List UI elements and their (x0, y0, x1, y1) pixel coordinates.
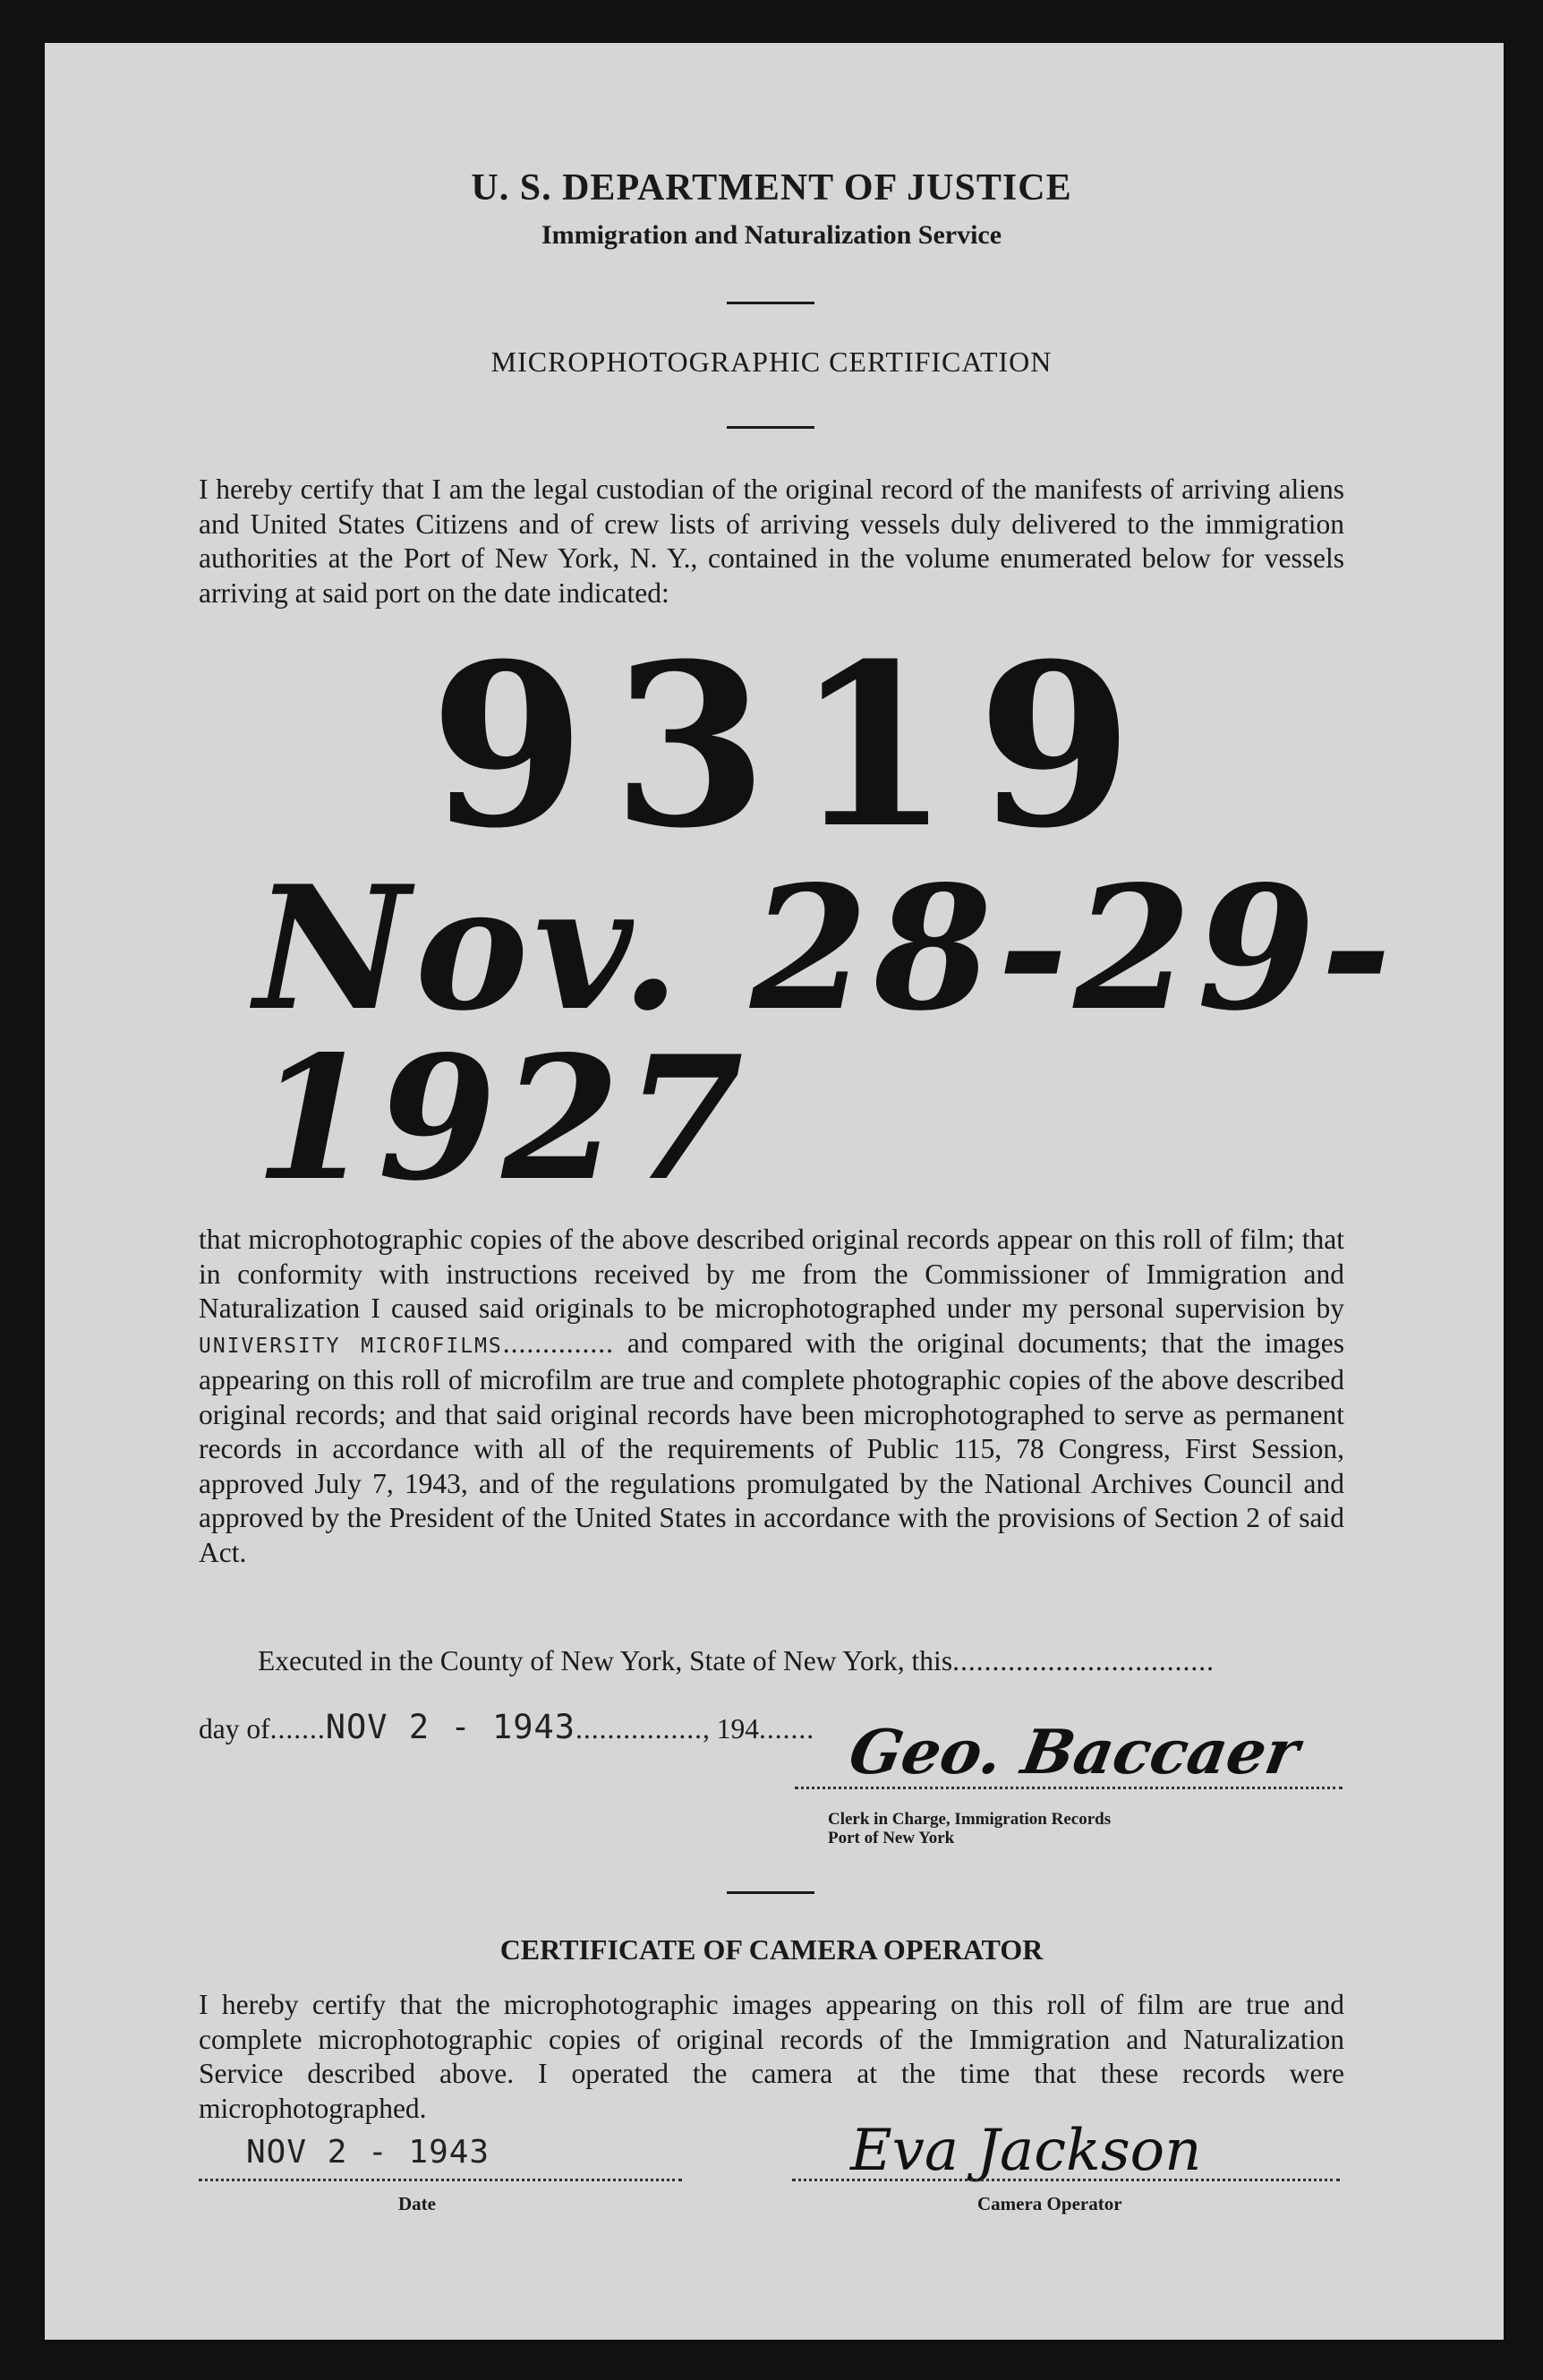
day-of-line: day of.......NOV 2 - 1943................, 194....... (199, 1708, 815, 1746)
certification-intro: I hereby certify that I am the legal custodian of the original record of the manifests of arriving aliens and United States Citizens and of crew lists of arriving vessels duly delivered to the immigration authorities at the Port of New York, N. Y., contained in the volume enumerated below for vessels arriving at said port on the date indicated: (199, 473, 1344, 609)
divider (727, 426, 814, 429)
filmed-by-typed: UNIVERSITY MICROFILMS (199, 1334, 503, 1358)
certification-body: that microphotographic copies of the above described original records appear on this roll of film; that in conformity with instructions received by me from the Commissioner of Immigration and Naturalization I caused said originals to be microphotographed under my personal supervision by UNIVERSITY MICROFILMS.............. and compared with the original documents; that the images appearing on this roll of microfilm are true and complete photographic copies of the above described original records; and that said original records have been microphotographed to serve as permanent records in accordance with all of the requirements of Public 115, 78 Congress, First Session, approved July 7, 1943, and of the regulations promulgated by the National Archives Council and approved by the President of the United States in accordance with the provisions of Section 2 of said Act. (199, 1224, 1345, 1568)
camera-operator-text: I hereby certify that the microphotographic images appearing on this roll of film are true and complete microphotographic copies of original records of the Immigration and Naturalization Service described above. I operated the camera at the time that these records were microphotographed. (199, 1989, 1344, 2124)
handwritten-volume-number: 9319 (430, 614, 1160, 877)
handwritten-dates: Nov. 28-29-1927 (254, 849, 1397, 1218)
operator-label: Camera Operator (977, 2193, 1122, 2214)
certification-title: MICROPHOTOGRAPHIC CERTIFICATION (490, 345, 1053, 378)
operator-signature-line (792, 2179, 1340, 2181)
body-part-2: and compared with the original documents; that the images appearing on this roll of microfilm are true and complete photographic copies of the above described original records; and that said original records have been microphotographed to serve as permanent records in accordance with all of the requirements of Public 115, 78 Congress, First Session, approved July 7, 1943, and of the regulations promulgated by the National Archives Council and approved by the President of the United States in accordance with the provisions of Section 2 of said Act. (199, 1326, 1345, 1568)
divider (727, 302, 814, 304)
camera-operator-title: CERTIFICATE OF CAMERA OPERATOR (499, 1933, 1044, 1966)
executed-line: Executed in the County of New York, State of New York, this................................. (258, 1645, 1215, 1676)
divider (727, 1891, 814, 1894)
department-heading: U. S. DEPARTMENT OF JUSTICE (471, 167, 1072, 209)
date-label: Date (398, 2193, 436, 2214)
signature-line (795, 1787, 1343, 1789)
clerk-signature: Geo. Baccaer (843, 1717, 1305, 1788)
operator-date-stamp: NOV 2 - 1943 (246, 2134, 490, 2171)
signer-title: Clerk in Charge, Immigration Records Port of New York (828, 1810, 1112, 1847)
service-subheading: Immigration and Naturalization Service (541, 220, 1002, 250)
operator-signature: Eva Jackson (850, 2118, 1202, 2184)
date-stamp: NOV 2 - 1943 (325, 1708, 576, 1746)
body-part-1: that microphotographic copies of the above described original records appear on this roll of film; that in conformity with instructions received by me from the Commissioner of Immigration and Naturalization I caused said originals to be microphotographed under my personal supervision by (199, 1224, 1344, 1324)
date-line (199, 2179, 682, 2181)
